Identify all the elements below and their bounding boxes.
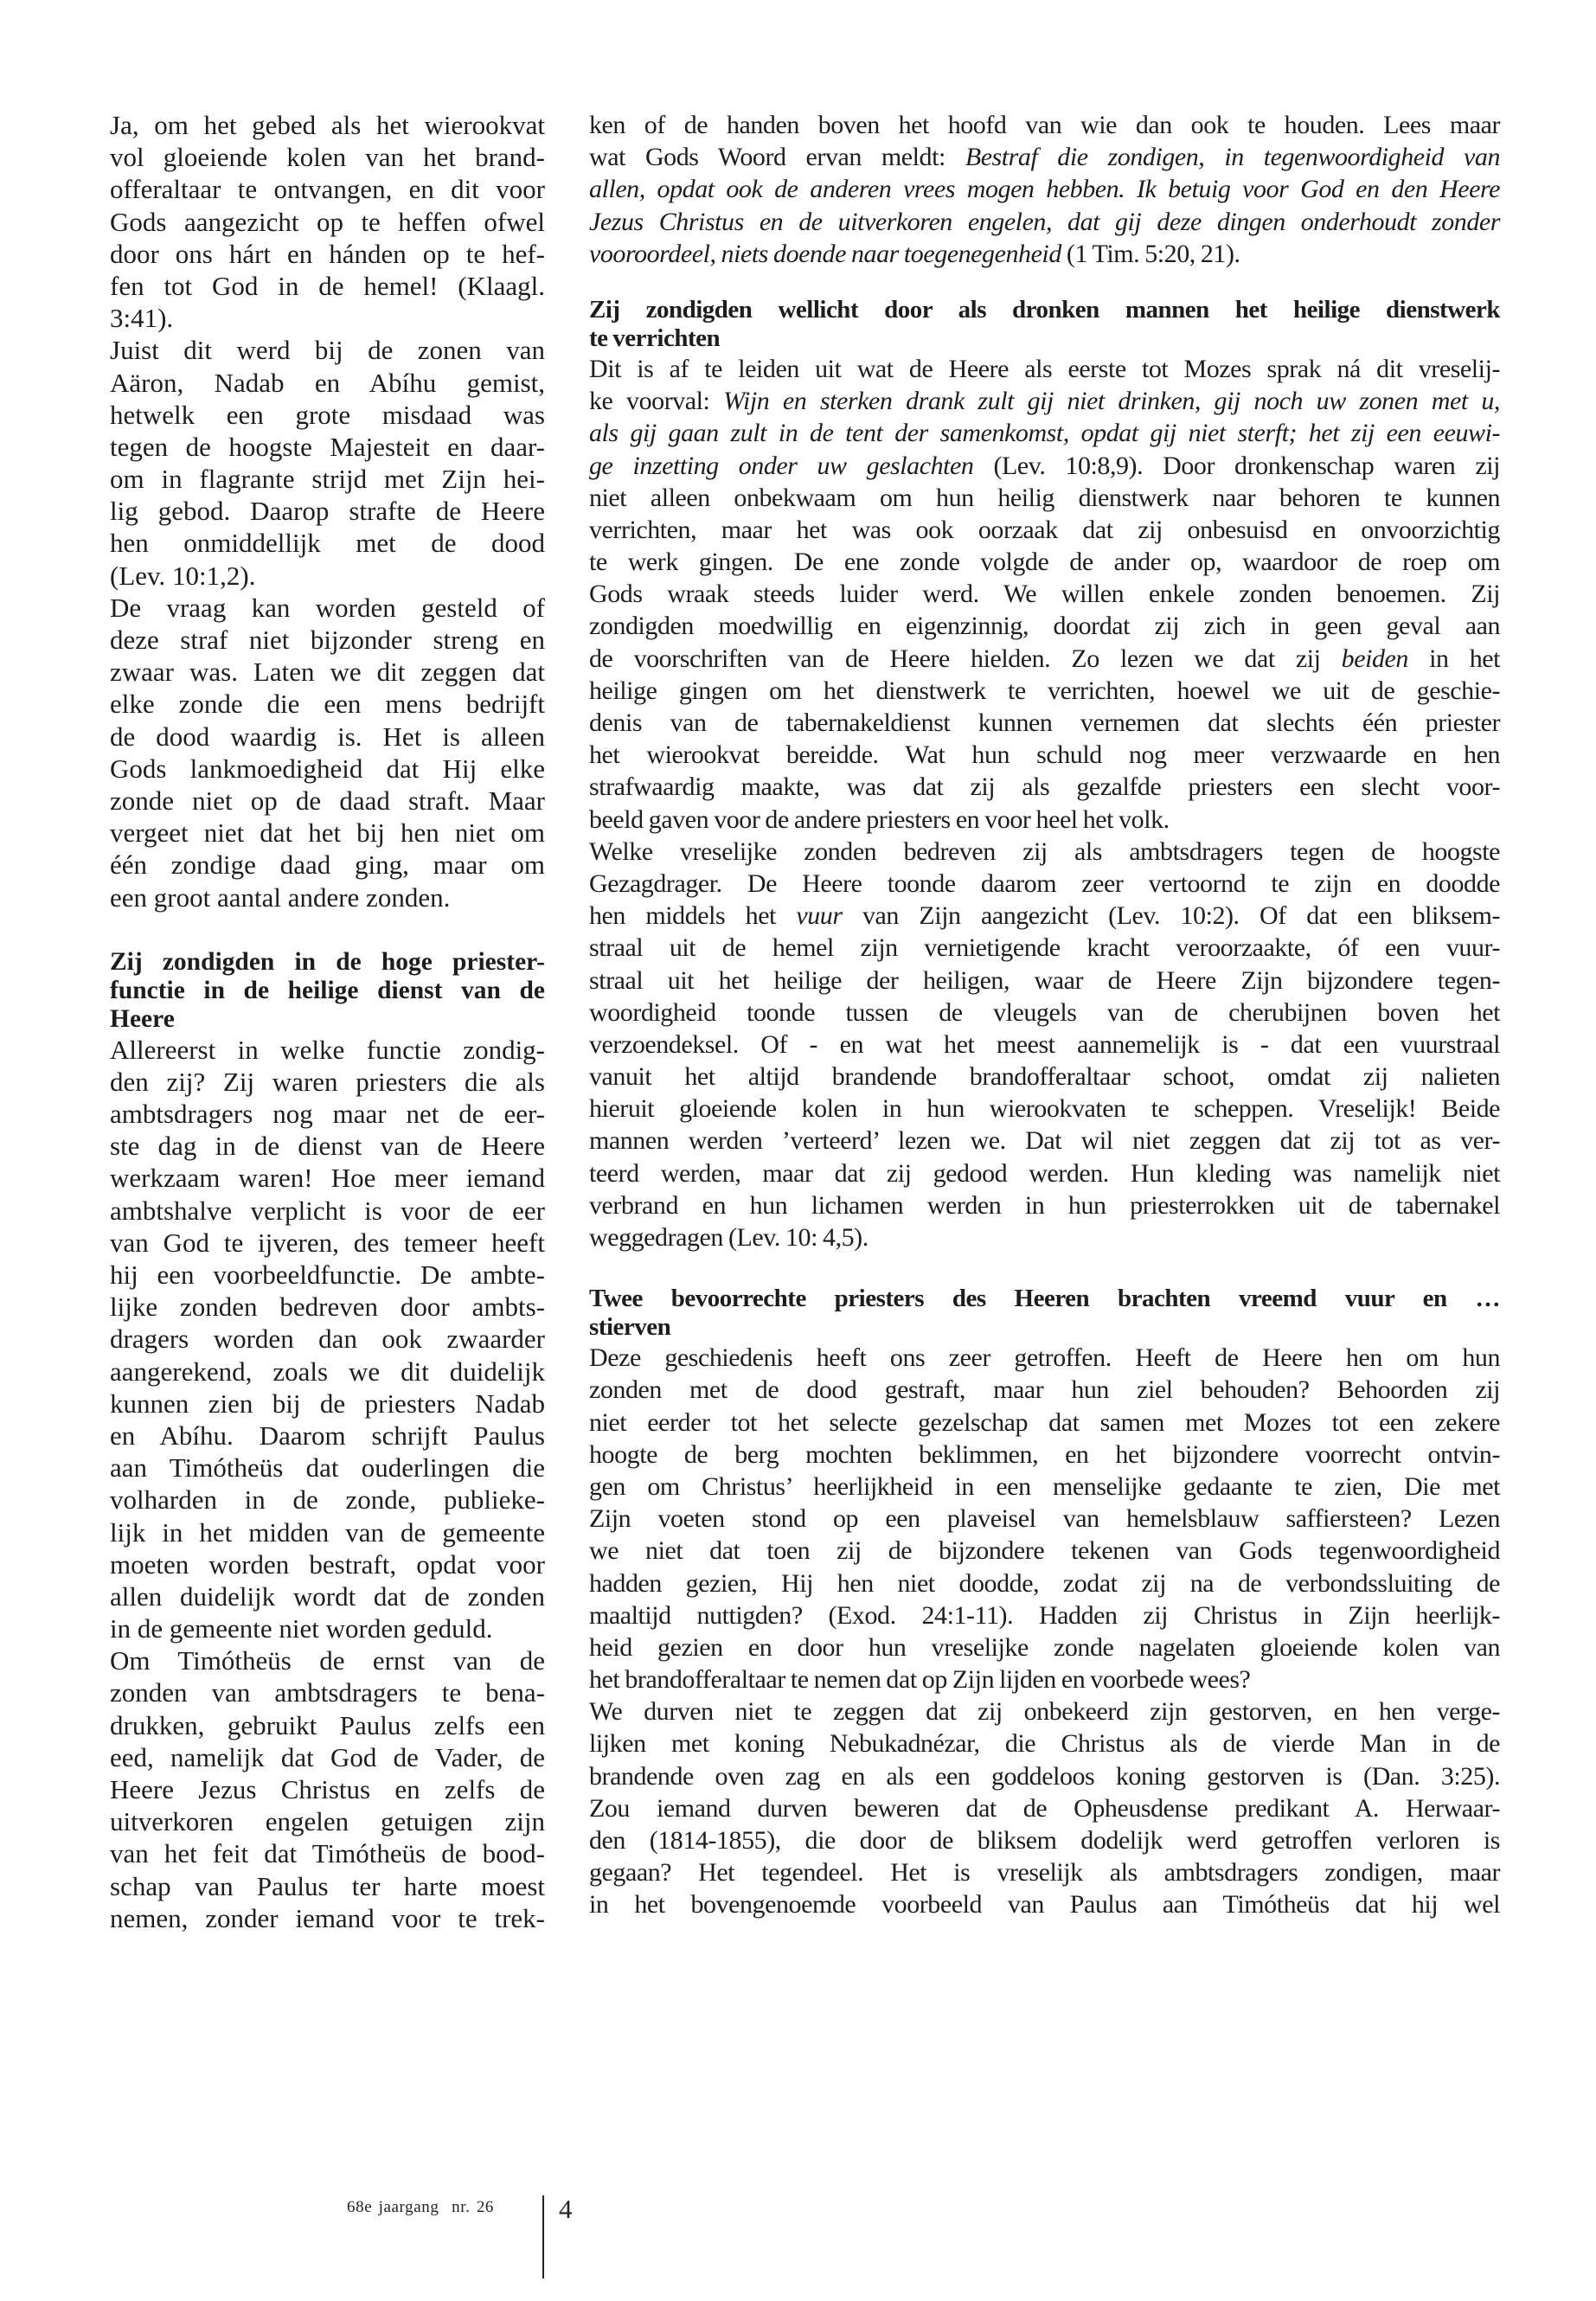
text-line (589, 385, 1500, 417)
text-line (110, 1741, 545, 1773)
text-line (589, 1535, 1500, 1567)
left-column (110, 109, 545, 1934)
heading-line (589, 296, 1500, 324)
text-line (589, 1157, 1500, 1189)
text-line (589, 868, 1500, 900)
text-run: elke zonde die een mens bedrijft (110, 689, 545, 720)
text-run: te werk gingen. De ene zonde volgde de ander op, waardoor de roep om (589, 548, 1500, 577)
text-line (589, 1061, 1500, 1093)
text-run: heid gezien en door hun vreselijke zonde nagelaten gloeiende kolen van (589, 1632, 1500, 1662)
text-line (110, 431, 545, 463)
text-run: Dit is af te leiden uit wat de Heere als eerste tot Mozes sprak ná dit vreselij- (589, 354, 1500, 383)
text-line (110, 1805, 545, 1837)
text-run: hoogte de berg mochten beklimmen, en het bijzondere voorrecht ontvin- (589, 1439, 1500, 1469)
text-run: allen duidelijk wordt dat de zonden (110, 1580, 545, 1612)
scripture-quote: allen, opdat ook de anderen vrees mogen hebben. Ik betuig voor God en den Heere (589, 175, 1500, 204)
text-run: Ja, om het gebed als het wierookvat (110, 110, 545, 140)
text-run: eed, namelijk dat God de Vader, de (110, 1741, 545, 1772)
text-run: lig gebod. Daarop strafte de Heere (110, 496, 545, 527)
spacer (589, 270, 1500, 296)
scripture-quote: Jezus Christus en de uitverkoren engelen, dat gij deze dingen onderhoudt zonder (589, 207, 1500, 236)
text-line (110, 527, 545, 559)
text-run: één zondige daad ging, maar om (110, 849, 545, 881)
heading-line (110, 1005, 545, 1034)
text-line (110, 1548, 545, 1580)
scripture-quote: beiden (1341, 644, 1408, 673)
text-run: denis van de tabernakeldienst kunnen vernemen dat slechts één priester (589, 708, 1500, 737)
page-number: 4 (559, 2194, 573, 2224)
text-line (589, 1760, 1500, 1792)
text-run: heilige gingen om het dienstwerk te verrichten, hoewel we uit de geschie- (589, 676, 1500, 705)
text-line (589, 675, 1500, 707)
scripture-quote: Bestraf die zondigen, in tegenwoordigheid van (965, 143, 1500, 172)
text-line (110, 141, 545, 173)
text-run: uitverkoren engelen getuigen zijn (110, 1806, 545, 1837)
text-run: hetwelk een grote misdaad was (110, 399, 545, 430)
text-line (110, 463, 545, 495)
text-line (110, 881, 545, 913)
text-line (110, 656, 545, 688)
text-line (110, 1259, 545, 1291)
text-run: straal uit de hemel zijn vernietigende kracht veroorzaakte, óf een vuur- (589, 933, 1500, 963)
text-run: gen om Christus’ heerlijkheid in een menselijke gedaante te zien, Die met (589, 1471, 1500, 1501)
text-line (589, 578, 1500, 610)
text-line (589, 353, 1500, 385)
text-line (589, 900, 1500, 932)
text-line (589, 238, 1500, 270)
heading-line (589, 1285, 1500, 1313)
text-line (589, 1856, 1500, 1888)
text-run: niet eerder tot het selecte gezelschap dat samen met Mozes tot een zekere (589, 1407, 1500, 1437)
text-run: ambtshalve verplicht is voor de eer (110, 1195, 545, 1226)
text-line (110, 1388, 545, 1420)
text-line (110, 495, 545, 527)
text-run: Deze geschiedenis heeft ons zeer getroffen. Heeft de Heere hen om hun (589, 1343, 1500, 1373)
text-run: straal uit het heilige der heiligen, waar de Heere Zijn bijzondere tegen- (589, 965, 1500, 995)
text-line (589, 1888, 1500, 1920)
text-run: Juist dit werd bij de zonen van (110, 335, 545, 366)
text-line (110, 1484, 545, 1516)
text-run: ambtsdragers nog maar net de eer- (110, 1099, 545, 1130)
text-run: aan Timótheüs dat ouderlingen die (110, 1452, 545, 1484)
text-line (589, 965, 1500, 997)
text-line (110, 817, 545, 849)
text-run: zwaar was. Laten we dit zeggen dat (110, 657, 545, 688)
text-run: We durven niet te zeggen dat zij onbekeerd zijn gestorven, en hen verge- (589, 1697, 1500, 1727)
text-run: strafwaardig maakte, was dat zij als gezalfde priesters een slecht voor- (589, 772, 1500, 802)
text-line (589, 417, 1500, 449)
text-run: teerd werden, maar dat zij gedood werden. Hun kleding was namelijk niet (589, 1158, 1500, 1188)
paragraph-group (589, 109, 1500, 270)
text-run: hen middels het (589, 901, 797, 931)
text-line (589, 1471, 1500, 1503)
heading-line (589, 324, 1500, 353)
text-run: tegen de hoogste Majesteit en daar- (110, 431, 545, 462)
text-line (589, 206, 1500, 238)
section-heading (589, 1285, 1500, 1342)
text-line (110, 1130, 545, 1162)
text-line (110, 399, 545, 431)
text-line (110, 1837, 545, 1869)
text-run: ke voorval: (589, 387, 724, 416)
text-line (589, 141, 1500, 173)
spacer (110, 913, 545, 948)
text-run: Heere (110, 1004, 175, 1033)
text-line (110, 721, 545, 753)
issue-label: 68e jaargang nr. 26 (347, 2198, 495, 2216)
heading-line (589, 1313, 1500, 1342)
text-line (110, 1066, 545, 1098)
text-run: Allereerst in welke functie zondig- (110, 1034, 545, 1065)
text-line (110, 302, 545, 334)
text-line (110, 1098, 545, 1130)
text-run: om in flagrante strijd met Zijn hei- (110, 464, 545, 495)
text-run: door ons hárt en hánden op te hef- (110, 238, 545, 269)
text-line (110, 1420, 545, 1452)
text-line (589, 643, 1500, 675)
text-line (110, 1291, 545, 1323)
text-line (110, 849, 545, 881)
text-run: De vraag kan worden gesteld of (110, 592, 545, 623)
text-line (589, 1407, 1500, 1439)
text-run: en Abíhu. Daarom schrijft Paulus (110, 1420, 545, 1451)
text-run: kunnen zien bij de priesters Nadab (110, 1388, 545, 1419)
text-line (110, 1452, 545, 1484)
paragraph-group (589, 1342, 1500, 1920)
text-run: lijk in het midden van de gemeente (110, 1516, 545, 1548)
text-run: brandende oven zag en als een goddeloos koning gestorven is (Dan. 3:25). (589, 1761, 1500, 1791)
text-line (589, 739, 1500, 771)
text-line (110, 367, 545, 399)
text-line (589, 1093, 1500, 1125)
text-line (589, 1792, 1500, 1824)
text-run: zonden van ambtsdragers te bena- (110, 1677, 545, 1708)
text-run: offeraltaar te ontvangen, en dit voor (110, 174, 545, 205)
spacer (589, 1253, 1500, 1285)
text-run: hij een voorbeeldfunctie. De ambte- (110, 1259, 545, 1290)
text-line (589, 836, 1500, 868)
text-run: functie in de heilige dienst van de (110, 976, 545, 1004)
text-run: Heere Jezus Christus en zelfs de (110, 1774, 545, 1804)
text-run: Aäron, Nadab en Abíhu gemist, (110, 367, 545, 398)
text-run: het wierookvat bereidde. Wat hun schuld nog meer verzwaarde en hen (589, 740, 1500, 770)
text-line (589, 1221, 1500, 1253)
text-run: Zij zondigden in de hoge priester- (110, 947, 545, 976)
text-run: maaltijd nuttigden? (Exod. 24:1-11). Hadden zij Christus in Zijn heerlijk- (589, 1600, 1500, 1630)
text-line (110, 1356, 545, 1388)
text-line (110, 1516, 545, 1548)
text-run: een groot aantal andere zonden. (110, 881, 451, 913)
text-line (110, 1644, 545, 1676)
text-run: den zij? Zij waren priesters die als (110, 1066, 545, 1097)
text-run: wat Gods Woord ervan meldt: (589, 143, 965, 172)
text-run: gegaan? Het tegendeel. Het is vreselijk als ambtsdragers zondigen, maar (589, 1858, 1500, 1888)
text-run: in het (1407, 644, 1501, 673)
text-run: Welke vreselijke zonden bedreven zij als ambtsdragers tegen de hoogste (589, 836, 1500, 866)
text-line (589, 1503, 1500, 1535)
text-line (589, 173, 1500, 205)
text-run: van Zijn aangezicht (Lev. 10:2). Of dat een bliksem- (842, 901, 1500, 931)
scripture-quote: vooroordeel, niets doende naar toegenegenheid (589, 239, 1061, 268)
text-run: te verrichten (589, 324, 721, 352)
section-heading (589, 296, 1500, 353)
text-run: den (1814-1855), die door de bliksem dodelijk werd getroffen verloren is (589, 1826, 1500, 1855)
text-run: vol gloeiende kolen van het brand- (110, 142, 545, 173)
text-line (589, 482, 1500, 514)
heading-line (110, 948, 545, 977)
text-run: vanuit het altijd brandende brandofferaltaar schoot, omdat zij nalieten (589, 1062, 1500, 1092)
text-run: zonden met de dood gestraft, maar hun ziel behouden? Behoorden zij (589, 1375, 1500, 1405)
text-line (589, 932, 1500, 964)
text-line (589, 109, 1500, 141)
text-line (589, 1342, 1500, 1374)
text-run: niet alleen onbekwaam om hun heilig dienstwerk naar behoren te kunnen (589, 483, 1500, 512)
text-line (110, 206, 545, 238)
paragraph-group (110, 1034, 545, 1934)
text-run: weggedragen (Lev. 10: 4,5). (589, 1223, 869, 1252)
text-line (110, 560, 545, 592)
text-run: verzoendeksel. Of - en wat het meest aannemelijk is - dat een vuurstraal (589, 1029, 1500, 1059)
text-line (589, 707, 1500, 739)
text-run: (Lev. 10:8,9). Door dronkenschap waren zij (973, 451, 1500, 480)
text-run: het brandofferaltaar te nemen dat op Zijn lijden en voorbede wees? (589, 1665, 1251, 1695)
text-line (110, 109, 545, 141)
text-line (589, 1189, 1500, 1221)
text-line (110, 688, 545, 720)
text-run: beeld gaven voor de andere priesters en voor heel het volk. (589, 804, 1170, 834)
right-column (589, 109, 1500, 1921)
text-line (589, 1567, 1500, 1599)
text-run: mannen werden ’verteerd’ lezen we. Dat wil niet zeggen dat zij tot as ver- (589, 1126, 1500, 1156)
text-line (110, 1034, 545, 1066)
text-run: Zijn voeten stond op een plaveisel van hemelsblauw saffiersteen? Lezen (589, 1504, 1500, 1534)
text-run: we niet dat toen zij de bijzondere tekenen van Gods tegenwoordigheid (589, 1536, 1500, 1566)
text-run: volharden in de zonde, publieke- (110, 1484, 545, 1516)
text-line (589, 1663, 1500, 1695)
text-run: stierven (589, 1313, 671, 1342)
text-line (589, 610, 1500, 642)
text-line (110, 238, 545, 270)
text-line (589, 1599, 1500, 1631)
text-run: dragers worden dan ook zwaarder (110, 1324, 545, 1355)
text-line (589, 1029, 1500, 1061)
text-run: in de gemeente niet worden geduld. (110, 1613, 493, 1644)
text-line (110, 785, 545, 817)
text-run: verbrand en hun lichamen werden in hun priesterrokken uit de tabernakel (589, 1190, 1500, 1220)
text-line (589, 1374, 1500, 1406)
text-run: werkzaam waren! Hoe meer iemand (110, 1163, 545, 1194)
text-run: (Lev. 10:1,2). (110, 560, 256, 591)
text-line (110, 592, 545, 624)
text-run: Twee bevoorrechte priesters des Heeren brachten vreemd vuur en … (589, 1285, 1500, 1313)
text-run: fen tot God in de hemel! (Klaagl. (110, 270, 545, 301)
text-line (110, 1195, 545, 1227)
text-run: lijke zonden bedreven door ambts- (110, 1292, 545, 1323)
text-line (589, 1824, 1500, 1856)
text-run: schap van Paulus ter harte moest (110, 1870, 545, 1901)
text-run: hen onmiddellijk met de dood (110, 528, 545, 559)
text-line (110, 1902, 545, 1934)
text-run: vergeet niet dat het bij hen niet om (110, 817, 545, 849)
text-run: verrichten, maar het was ook oorzaak dat zij onbesuisd en onvoorzichtig (589, 515, 1500, 544)
paragraph-group (589, 353, 1500, 1253)
text-run: Gods wraak steeds luider werd. We willen enkele zonden benoemen. Zij (589, 580, 1500, 609)
text-run: deze straf niet bijzonder streng en (110, 625, 545, 655)
text-line (589, 1631, 1500, 1663)
text-line (110, 270, 545, 302)
text-line (589, 1727, 1500, 1759)
text-run: (1 Tim. 5:20, 21). (1061, 239, 1240, 268)
text-run: Om Timótheüs de ernst van de (110, 1645, 545, 1676)
text-line (110, 1676, 545, 1708)
text-run: zondigden moedwillig en eigenzinnig, doordat zij zich in geen geval aan (589, 612, 1500, 641)
text-run: Gezagdrager. De Heere toonde daarom zeer vertoornd te zijn en doodde (589, 868, 1500, 898)
text-run: moeten worden bestraft, opdat voor (110, 1548, 545, 1580)
text-run: aangerekend, zoals we dit duidelijk (110, 1356, 545, 1387)
text-line (589, 546, 1500, 578)
text-line (589, 771, 1500, 803)
text-line (589, 804, 1500, 836)
text-line (589, 1695, 1500, 1727)
text-line (110, 334, 545, 366)
text-run: in het bovengenoemde voorbeeld van Paulus aan Timótheüs dat hij wel (589, 1890, 1500, 1920)
footer-divider (542, 2195, 544, 2279)
text-run: nemen, zonder iemand voor te trek- (110, 1902, 545, 1933)
scripture-quote: ge inzetting onder uw geslachten (589, 451, 974, 480)
text-line (110, 1612, 545, 1644)
text-line (110, 753, 545, 785)
heading-line (110, 977, 545, 1005)
text-line (110, 624, 545, 656)
text-run: ste dag in de dienst van de Heere (110, 1131, 545, 1162)
text-run: hieruit gloeiende kolen in hun wierookvaten te scheppen. Vreselijk! Beide (589, 1094, 1500, 1124)
text-line (589, 514, 1500, 546)
text-run: van het feit dat Timótheüs de bood- (110, 1838, 545, 1869)
text-line (110, 1323, 545, 1355)
text-line (110, 1227, 545, 1259)
text-run: ken of de handen boven het hoofd van wie dan ook te houden. Lees maar (589, 111, 1500, 139)
text-run: lijken met koning Nebukadnézar, die Christus als de vierde Man in de (589, 1729, 1500, 1759)
text-line (589, 997, 1500, 1029)
paragraph-group (110, 109, 545, 913)
text-run: Gods aangezicht op te heffen ofwel (110, 206, 545, 237)
text-line (110, 1773, 545, 1805)
text-run: woordigheid toonde tussen de vleugels van de cherubijnen boven het (589, 997, 1500, 1027)
text-run: 3:41). (110, 303, 174, 334)
text-run: de dood waardig is. Het is alleen (110, 721, 545, 752)
text-line (110, 1162, 545, 1194)
scripture-quote: vuur (796, 901, 843, 931)
text-run: hadden gezien, Hij hen niet doodde, zodat zij na de verbondssluiting de (589, 1568, 1500, 1598)
text-line (589, 1125, 1500, 1157)
text-run: zonde niet op de daad straft. Maar (110, 785, 545, 816)
scripture-quote: als gij gaan zult in de tent der samenkomst, opdat gij niet sterft; het zij een eeuwi- (589, 419, 1500, 448)
text-run: de voorschriften van de Heere hielden. Zo lezen we dat zij (589, 644, 1342, 673)
text-line (110, 173, 545, 205)
scripture-quote: Wijn en sterken drank zult gij niet drinken, gij noch uw zonen met u, (723, 387, 1500, 416)
text-run: Zou iemand durven beweren dat de Opheusdense predikant A. Herwaar- (589, 1793, 1500, 1823)
text-line (589, 1439, 1500, 1471)
text-run: drukken, gebruikt Paulus zelfs een (110, 1709, 545, 1740)
text-run: Gods lankmoedigheid dat Hij elke (110, 753, 545, 784)
text-run: Zij zondigden wellicht door als dronken mannen het heilige dienstwerk (589, 295, 1500, 324)
text-line (110, 1870, 545, 1902)
text-line (110, 1709, 545, 1741)
section-heading (110, 948, 545, 1034)
text-line (589, 450, 1500, 482)
text-line (110, 1580, 545, 1612)
text-run: van God te ijveren, des temeer heeft (110, 1227, 545, 1258)
